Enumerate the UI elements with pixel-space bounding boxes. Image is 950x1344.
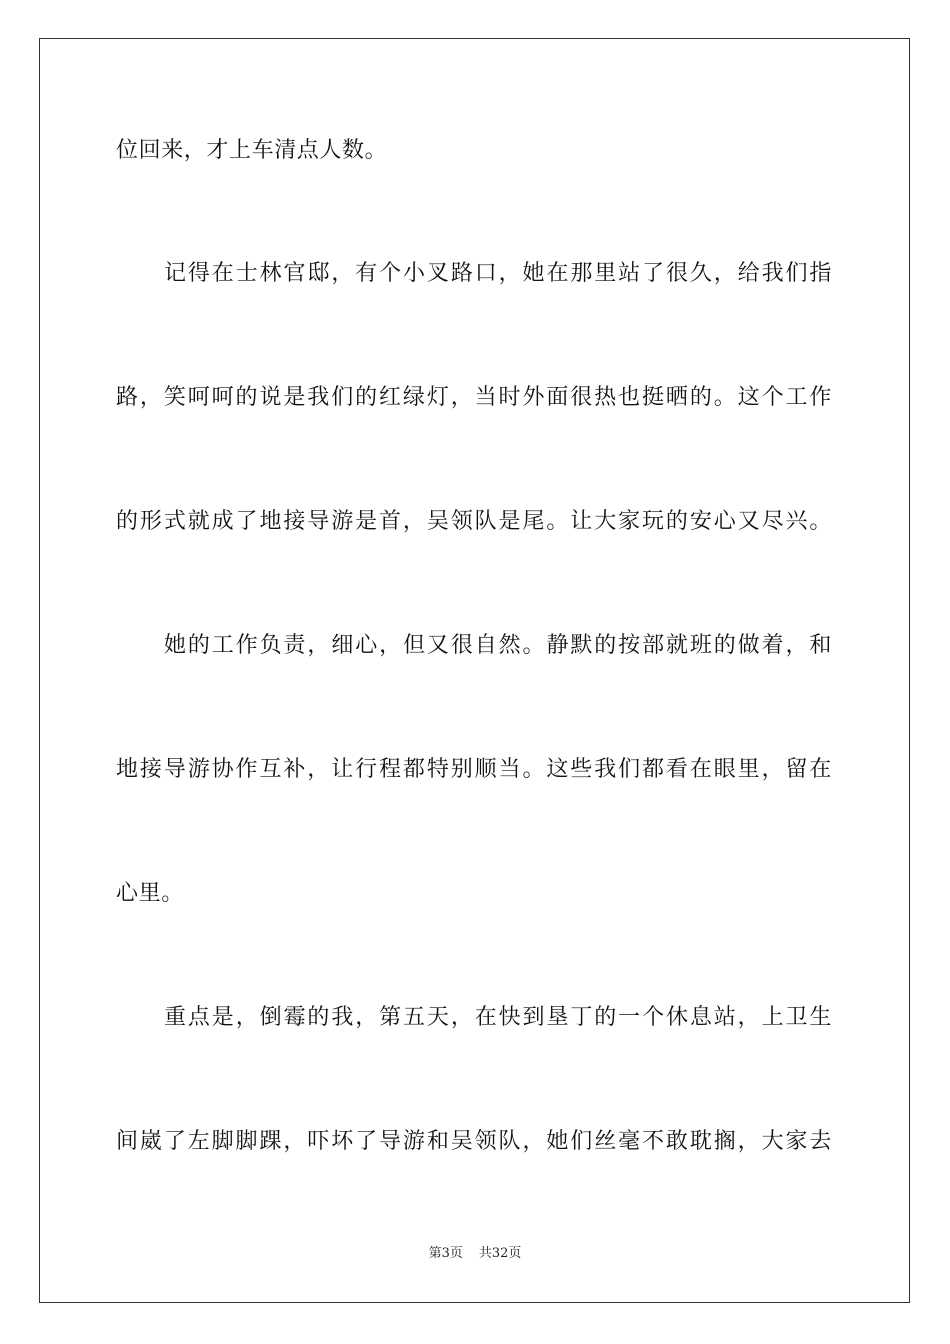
page-total: 共32页 [478,1246,522,1261]
text-line-8: 重点是，倒霉的我，第五天，在快到垦丁的一个休息站，上卫生 [164,1005,832,1030]
text-line-7: 心里。 [116,881,184,906]
page-footer [0,1245,950,1263]
text-line-3: 路，笑呵呵的说是我们的红绿灯，当时外面很热也挺晒的。这个工作 [116,385,832,410]
text-line-2: 记得在士林官邸，有个小叉路口，她在那里站了很久，给我们指 [164,261,832,286]
text-line-9: 间崴了左脚脚踝，吓坏了导游和吴领队，她们丝毫不敢耽搁，大家去 [116,1129,832,1154]
text-line-6: 地接导游协作互补，让行程都特别顺当。这些我们都看在眼里，留在 [116,757,832,782]
text-line-1: 位回来，才上车清点人数。 [116,138,388,163]
text-line-4: 的形式就成了地接导游是首，吴领队是尾。让大家玩的安心又尽兴。 [116,509,832,534]
page-number: 第3页 [428,1246,463,1261]
text-line-5: 她的工作负责，细心，但又很自然。静默的按部就班的做着，和 [164,633,832,658]
page-frame [39,38,910,1303]
